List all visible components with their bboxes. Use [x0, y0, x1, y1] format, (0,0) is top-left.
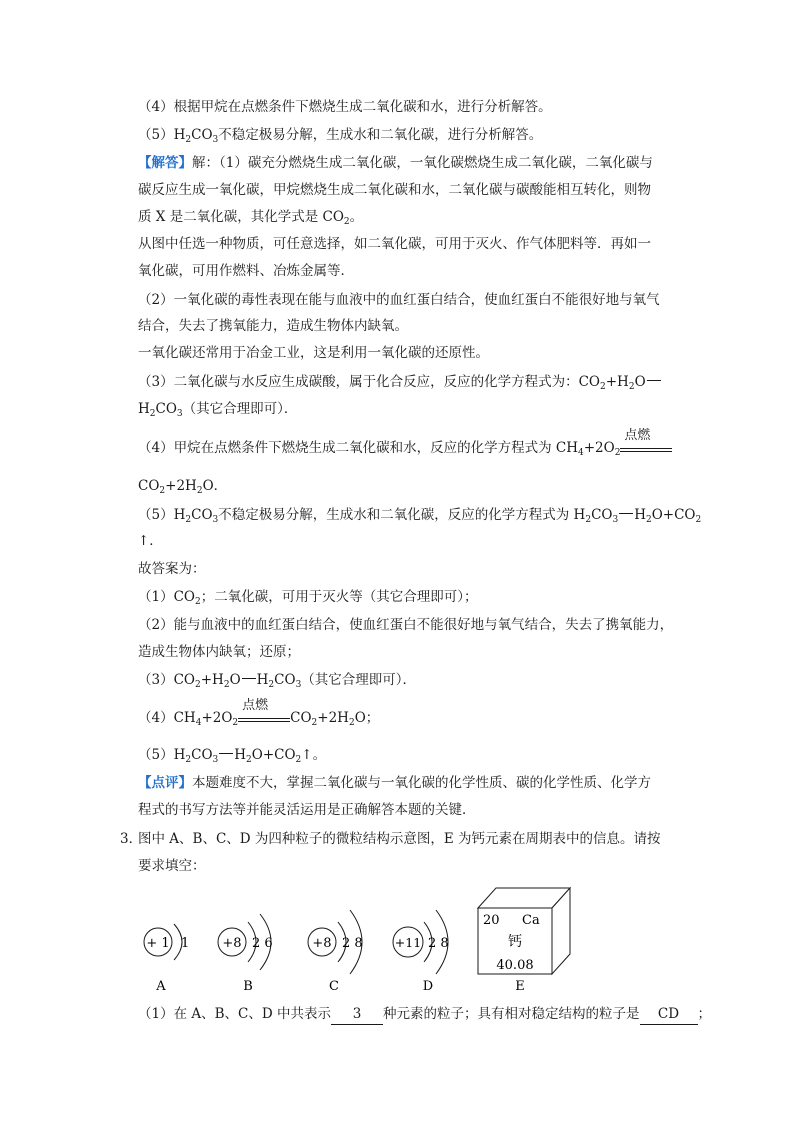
equals-sign	[619, 513, 633, 514]
atom-C-electrons: 2 8	[342, 936, 363, 951]
hint-4: （4）根据甲烷在点燃条件下燃烧生成二氧化碳和水，进行分析解答。	[138, 99, 552, 115]
element-symbol: Ca	[522, 913, 540, 928]
final-1: $(1)CO_2$；二氧化碳，可用于灭火等（其它合理即可）；	[138, 589, 478, 607]
atom-D-electrons: 2 8	[428, 936, 449, 951]
answer-line-7: 结合，失去了携氧能力，造成生物体内缺氧。	[138, 318, 408, 334]
atom-A-nucleus: + 1	[146, 936, 170, 951]
atom-D-label: D	[422, 979, 434, 994]
answer-line-8: 一氧化碳还常用于冶金工业，这是利用一氧化碳的还原性。	[138, 345, 489, 361]
answer-blank-stable-particles[interactable]: CD	[640, 1004, 698, 1025]
atom-B	[218, 914, 273, 994]
atom-D	[393, 910, 449, 994]
answer-blank-element-count[interactable]: 3	[331, 1004, 383, 1025]
atom-A-label: A	[156, 979, 166, 994]
question-3-part-1: （1）在 A、B、C、D 中共表示 3 种元素的粒子；具有相对稳定结构的粒子是 CD ；	[138, 1004, 711, 1025]
equals-sign	[647, 380, 661, 381]
atom-C-nucleus: +8	[312, 936, 332, 951]
final-label: 故答案为：	[138, 561, 206, 577]
question-3-line-2: 要求填空：	[138, 858, 206, 874]
atom-structure-diagram	[0, 880, 794, 1000]
reaction-condition: 点燃	[620, 438, 672, 458]
answer-line-6: （2）一氧化碳的毒性表现在能与血液中的血红蛋白结合，使血红蛋白不能很好地与氧气	[138, 292, 660, 308]
answer-line-9: （3）二氧化碳与水反应生成碳酸，属于化合反应，反应的化学方程式为：$CO_2+H_2O$	[138, 372, 662, 392]
question-3-line-1: 图中 A、B、C、D 为四种粒子的微粒结构示意图，E 为钙元素在周期表中的信息。请按	[138, 831, 661, 847]
final-4: $(4)CH_4+2O_2$ 点燃 $CO_2+2H_2O$；	[138, 698, 380, 728]
answer-line-3: 质 X 是二氧化碳，其化学式是 $CO_2$。	[138, 209, 364, 227]
atom-D-nucleus: +11	[394, 935, 422, 950]
answer-line-5: 氧化碳，可用作燃料、冶炼金属等．	[138, 263, 354, 279]
final-2b: 造成生物体内缺氧；还原；	[138, 644, 300, 660]
answer-tag: 【解答】	[138, 155, 192, 171]
answer-line-10: $H_2CO_3$（其它合理即可）．	[138, 401, 298, 419]
reaction-condition: 点燃	[238, 708, 290, 728]
equals-sign	[219, 753, 233, 754]
answer-line-1: 【解答】解：（1）碳充分燃烧生成二氧化碳，一氧化碳燃烧生成二氧化碳，二氧化碳与	[138, 155, 653, 171]
hint-5: $(5)H_2CO_3$不稳定极易分解，生成水和二氧化碳，进行分析解答。	[138, 127, 543, 145]
equals-sign	[242, 678, 256, 679]
answer-line-4: 从图中任选一种物质，可任意选择，如二氧化碳，可用于灭火、作气体肥料等．再如一	[138, 236, 651, 252]
element-card-calcium	[478, 888, 570, 994]
question-number: 3．	[120, 831, 143, 847]
answer-line-14: ↑．	[138, 533, 163, 549]
comment-tag: 【点评】	[138, 775, 192, 791]
atom-A-electrons: 1	[181, 936, 190, 951]
answer-line-2: 碳反应生成一氧化碳，甲烷燃烧生成二氧化碳和水，二氧化碳与碳酸能相互转化，则物	[138, 182, 651, 198]
element-label: E	[515, 979, 525, 994]
element-mass: 40.08	[496, 958, 534, 973]
answer-line-12: $CO_2+2H_2O$．	[138, 478, 228, 496]
comment-line-1: 【点评】本题难度不大，掌握二氧化碳与一氧化碳的化学性质、碳的化学性质、化学方	[138, 775, 651, 791]
atom-B-label: B	[243, 979, 253, 994]
final-5: $(5)H_2CO_3$ $H_2O+CO_2↑$。	[138, 747, 327, 765]
final-3: $(3)CO_2+H_2O$ $H_2CO_3$（其它合理即可）．	[138, 672, 417, 690]
atom-C-label: C	[329, 979, 339, 994]
final-2a: （2）能与血液中的血红蛋白结合，使血红蛋白不能很好地与氧气结合，失去了携氧能力，	[138, 617, 674, 633]
atom-C	[308, 910, 363, 994]
atom-B-nucleus: +8	[222, 936, 242, 951]
comment-line-2: 程式的书写方法等并能灵活运用是正确解答本题的关键．	[138, 802, 476, 818]
answer-line-11: （4）甲烷在点燃条件下燃烧生成二氧化碳和水，反应的化学方程式为 $CH_4+2O_2$ 点燃	[138, 438, 672, 458]
element-name: 钙	[508, 934, 522, 950]
element-number: 20	[483, 913, 500, 928]
answer-line-13: $(5)H_2CO_3$不稳定极易分解，生成水和二氧化碳，反应的化学方程式为 $H_2CO_3$ $H_2O+CO_2$	[138, 507, 702, 525]
atom-B-electrons: 2 6	[252, 936, 273, 951]
atom-A	[144, 924, 189, 994]
